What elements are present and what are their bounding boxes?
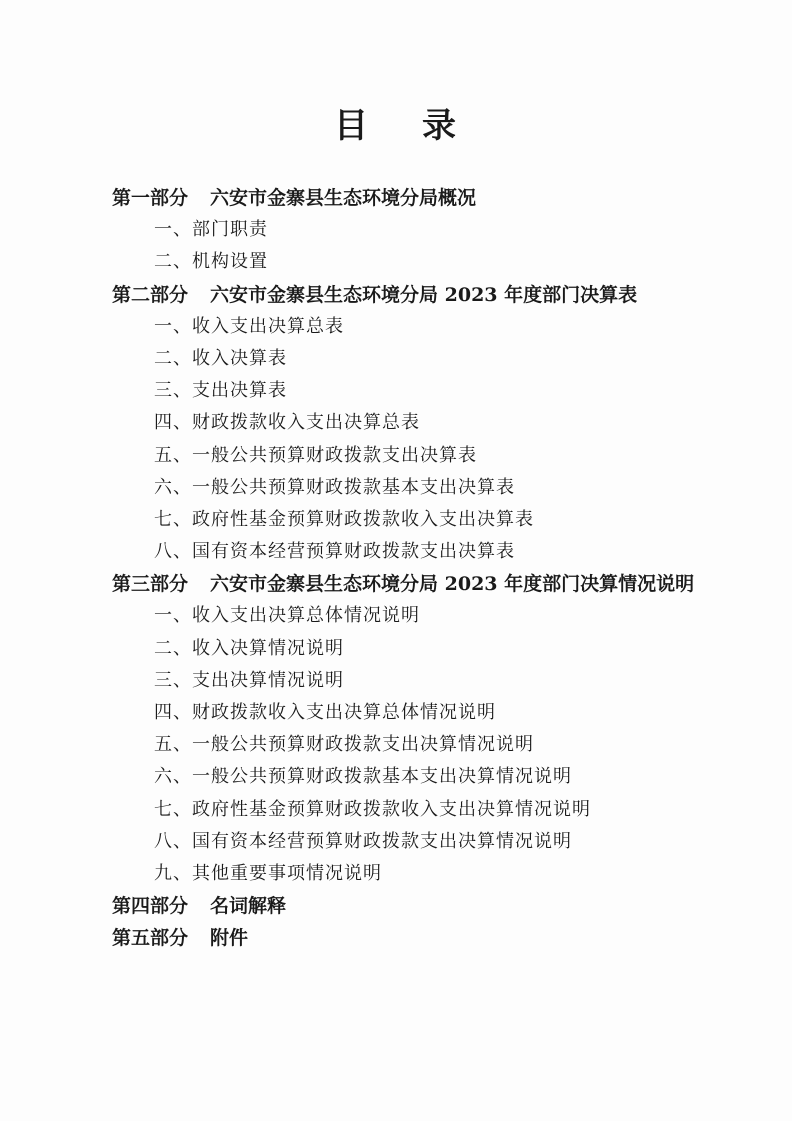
- page-title: [0, 98, 792, 147]
- title-char-2: 录: [422, 106, 458, 146]
- table-of-contents: [112, 182, 752, 955]
- toc-part-number: 第一部分: [112, 187, 189, 209]
- toc-item: 六、一般公共预算财政拨款基本支出决算情况说明: [154, 766, 572, 788]
- toc-part-heading: [112, 568, 752, 600]
- toc-item: 四、财政拨款收入支出决算总体情况说明: [154, 702, 496, 723]
- toc-item: 七、政府性基金预算财政拨款收入支出决算情况说明: [154, 798, 591, 820]
- toc-part-title: 六安市金寨县生态环境分局 2023 年度部门决算情况说明: [210, 573, 695, 596]
- toc-part-title: 六安市金寨县生态环境分局概况: [210, 187, 477, 209]
- toc-item: 五、一般公共预算财政拨款支出决算情况说明: [154, 734, 534, 756]
- toc-item: 六、一般公共预算财政拨款基本支出决算表: [154, 476, 515, 498]
- toc-part-title: 名词解释: [210, 895, 287, 918]
- toc-part-heading: [112, 890, 752, 922]
- toc-item: 五、一般公共预算财政拨款支出决算表: [154, 444, 477, 466]
- toc-part-heading: [112, 922, 752, 954]
- toc-item: 三、支出决算情况说明: [154, 669, 344, 691]
- toc-part-title: 附件: [210, 927, 249, 950]
- toc-part-number: 第三部分: [112, 573, 189, 596]
- toc-item: 二、收入决算表: [154, 347, 287, 369]
- toc-item: 一、收入支出决算总体情况说明: [154, 605, 420, 627]
- toc-part-title: 六安市金寨县生态环境分局 2023 年度部门决算表: [210, 283, 638, 306]
- toc-part-heading: [112, 279, 752, 311]
- toc-item: 九、其他重要事项情况说明: [154, 862, 382, 884]
- toc-item: 四、财政拨款收入支出决算总表: [154, 412, 420, 434]
- toc-item: 八、国有资本经营预算财政拨款支出决算情况说明: [154, 830, 572, 852]
- toc-item: 八、国有资本经营预算财政拨款支出决算表: [154, 541, 515, 563]
- toc-part-number: 第二部分: [112, 283, 189, 306]
- toc-item: 七、政府性基金预算财政拨款收入支出决算表: [154, 508, 534, 530]
- toc-part-heading: [112, 182, 752, 214]
- toc-item: 二、机构设置: [154, 251, 268, 273]
- toc-item: 三、支出决算表: [154, 380, 287, 402]
- toc-part-number: 第四部分: [112, 895, 189, 918]
- toc-part-number: 第五部分: [112, 927, 189, 950]
- toc-item: 一、部门职责: [154, 219, 268, 241]
- toc-item: 二、收入决算情况说明: [154, 637, 344, 659]
- toc-item: 一、收入支出决算总表: [154, 315, 344, 337]
- title-char-1: 目: [334, 106, 370, 146]
